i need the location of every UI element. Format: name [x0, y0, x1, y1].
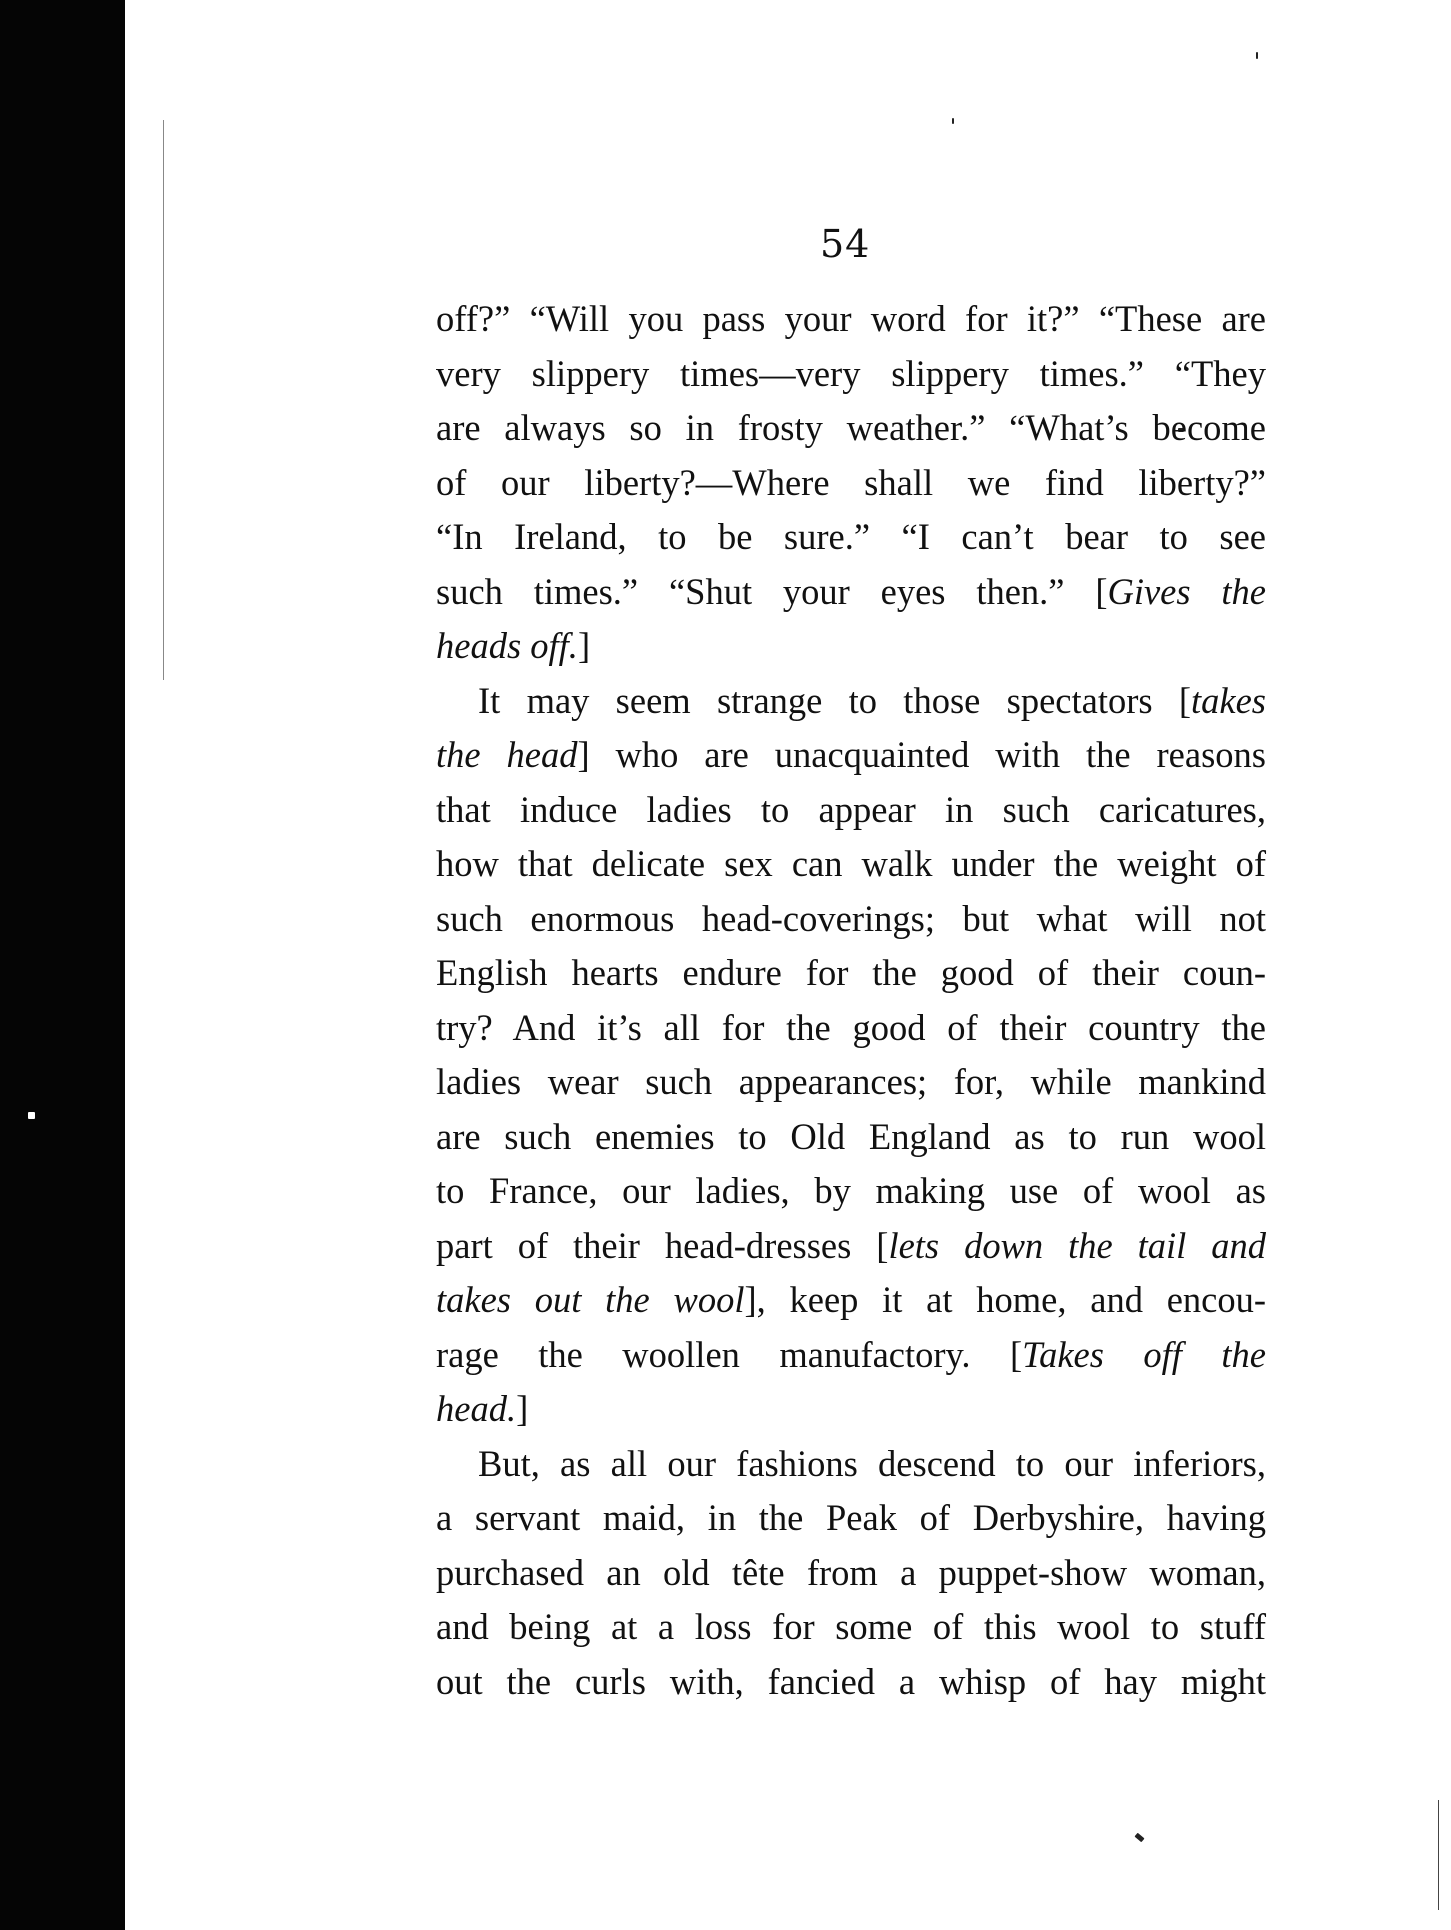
stage-direction: head. — [436, 1388, 517, 1429]
text-line: try? And it’s all for the good of their country the — [436, 1006, 1266, 1048]
text-line: are always so in frosty weather.” “What’s become — [436, 407, 1266, 448]
text-line: of our liberty?—Where shall we find liberty?” — [436, 461, 1266, 503]
text-line: rage the woollen manufactory. [Takes off the — [436, 1333, 1266, 1375]
text-line: how that delicate sex can walk under the weight of — [436, 843, 1266, 884]
stage-direction: heads off. — [436, 625, 578, 666]
paragraph-start: It may seem strange to those spectators [takes — [478, 679, 1266, 721]
stage-direction: Takes off the — [1022, 1333, 1266, 1375]
page-edge-mark — [1438, 1800, 1439, 1910]
text-line: and being at a loss for some of this wool to stuff — [436, 1606, 1266, 1647]
text-line: takes out the wool], keep it at home, and encou- — [436, 1279, 1266, 1320]
stage-direction: takes out the wool — [436, 1279, 745, 1320]
speck — [1134, 1833, 1144, 1843]
stage-direction: lets down the tail and — [888, 1224, 1266, 1266]
text-line: heads off.] — [436, 625, 591, 666]
text-line: the head] who are unacquainted with the reasons — [436, 734, 1266, 775]
speck — [952, 118, 954, 124]
speck — [28, 1112, 35, 1119]
text-line: “In Ireland, to be sure.” “I can’t bear to see — [436, 516, 1266, 557]
text-line: head.] — [436, 1388, 529, 1429]
stage-direction: takes — [1191, 679, 1266, 721]
text-line: ladies wear such appearances; for, while mankind — [436, 1061, 1266, 1102]
text-line: are such enemies to Old England as to run wool — [436, 1115, 1266, 1157]
page-number: 54 — [820, 222, 871, 266]
text-line: out the curls with, fancied a whisp of hay might — [436, 1660, 1266, 1702]
stage-direction: the head — [436, 734, 578, 775]
text-line: such enormous head-coverings; but what will not — [436, 897, 1266, 939]
text-line: to France, our ladies, by making use of wool as — [436, 1170, 1266, 1211]
body-text — [436, 292, 1266, 1709]
text-line: English hearts endure for the good of their coun- — [436, 952, 1266, 993]
speck — [1256, 52, 1258, 59]
gutter-crease — [163, 120, 164, 680]
text-line: such times.” “Shut your eyes then.” [Gives the — [436, 570, 1267, 612]
text-line: that induce ladies to appear in such caricatures, — [436, 788, 1266, 830]
text-line: part of their head-dresses [lets down the tail and — [436, 1224, 1266, 1266]
text-line: a servant maid, in the Peak of Derbyshire, having — [436, 1497, 1266, 1538]
book-binding-shadow — [0, 0, 125, 1930]
text-line: off?” “Will you pass your word for it?” “These are — [436, 298, 1266, 339]
text-line: very slippery times—very slippery times.” “They — [436, 352, 1266, 394]
paragraph-start: But, as all our fashions descend to our inferiors, — [478, 1442, 1266, 1484]
text-line: purchased an old tête from a puppet-show woman, — [436, 1551, 1266, 1593]
stage-direction: Gives the — [1107, 570, 1267, 612]
